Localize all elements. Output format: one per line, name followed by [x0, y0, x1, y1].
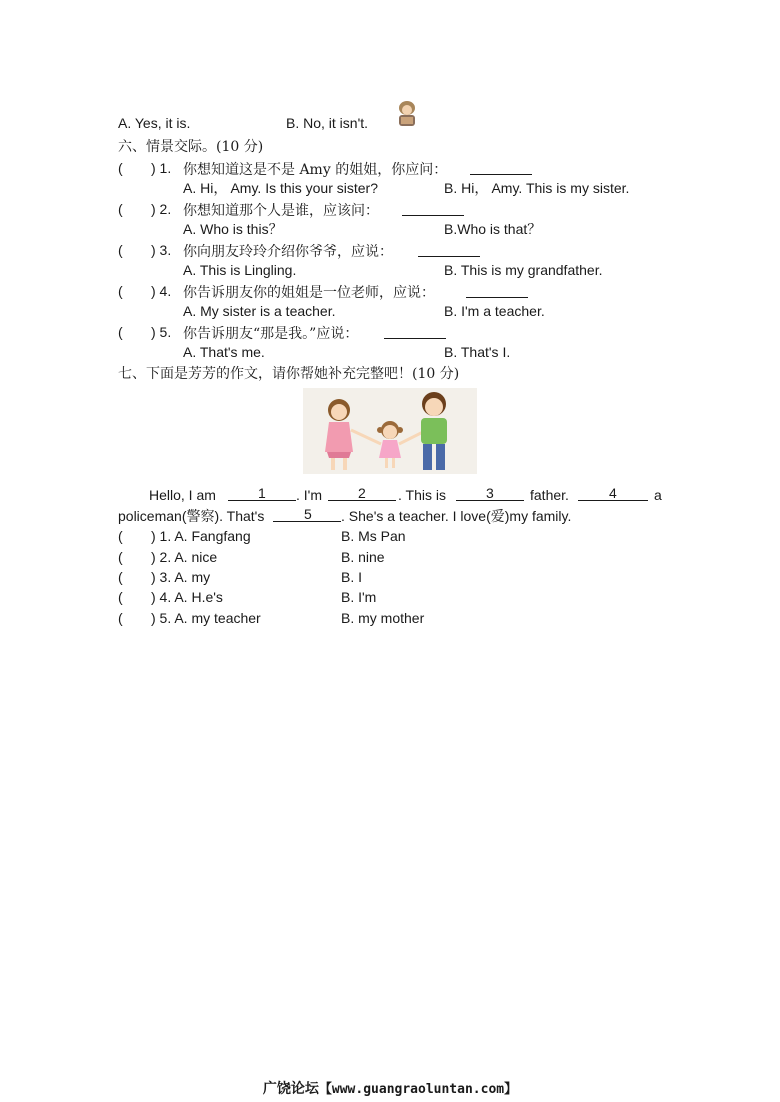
- q3-stem: 你向朋友玲玲介绍你爷爷，应说：: [183, 244, 393, 260]
- q1-number: ) 1.: [151, 160, 172, 176]
- q5-paren: (: [118, 324, 123, 340]
- q2-blank: [402, 201, 464, 216]
- s7-q5-option-b: B. my mother: [341, 610, 425, 626]
- q3-option-a: A. This is Lingling.: [183, 262, 297, 278]
- q2-stem: 你想知道那个人是谁，应该问：: [183, 203, 379, 219]
- passage-this-is: . This is: [398, 487, 446, 503]
- q1-option-a: A. Hi， Amy. Is this your sister?: [183, 180, 379, 196]
- passage-line2-start: policeman(警察). That's: [118, 508, 265, 524]
- s7-q4-paren: (: [118, 589, 123, 605]
- s7-q2-option-b: B. nine: [341, 549, 385, 565]
- footer-site-name: 广饶论坛: [262, 1080, 319, 1096]
- passage-a: a: [654, 487, 662, 503]
- q3-option-b: B. This is my grandfather.: [444, 262, 603, 278]
- passage-father: father.: [530, 487, 569, 503]
- passage-blank-5-number: 5: [304, 506, 312, 522]
- s7-q1-paren: (: [118, 528, 123, 544]
- q3-paren: (: [118, 242, 123, 258]
- s7-q5-option-a: ) 5. A. my teacher: [151, 610, 261, 626]
- q1-option-b: B. Hi， Amy. This is my sister.: [444, 180, 630, 196]
- q1-paren: (: [118, 160, 123, 176]
- s7-q3-option-b: B. I: [341, 569, 363, 585]
- q2-option-a: A. Who is this？: [183, 221, 283, 237]
- q5-number: ) 5.: [151, 324, 172, 340]
- q5-blank: [384, 324, 446, 339]
- q3-number: ) 3.: [151, 242, 172, 258]
- section6-heading: 六、情景交际。(10 分): [118, 139, 264, 155]
- s7-q2-paren: (: [118, 549, 123, 565]
- top-option-b: B. No, it isn't.: [286, 115, 369, 131]
- passage-hello: Hello, I am: [149, 487, 216, 503]
- s7-q4-option-a: ) 4. A. H.e's: [151, 589, 223, 605]
- page-footer: [0, 1078, 780, 1098]
- passage-blank-1-number: 1: [258, 485, 266, 501]
- passage-blank-2-number: 2: [358, 485, 366, 501]
- s7-q4-option-b: B. I'm: [341, 589, 377, 605]
- grandma-illustration: [392, 99, 422, 127]
- passage-im: . I'm: [296, 487, 323, 503]
- q4-blank: [466, 283, 528, 298]
- q5-stem: 你告诉朋友“那是我。”应说：: [183, 326, 359, 342]
- s7-q2-option-a: ) 2. A. nice: [151, 549, 218, 565]
- q4-paren: (: [118, 283, 123, 299]
- q4-option-b: B. I'm a teacher.: [444, 303, 545, 319]
- section7-heading: 七、下面是芳芳的作文，请你帮她补充完整吧！(10 分): [118, 366, 460, 382]
- top-option-a: A. Yes, it is.: [118, 115, 191, 131]
- family-illustration: [303, 388, 477, 474]
- s7-q1-option-a: ) 1. A. Fangfang: [151, 528, 251, 544]
- q1-stem: 你想知道这是不是 Amy 的姐姐，你应问：: [183, 162, 448, 178]
- s7-q3-paren: (: [118, 569, 123, 585]
- s7-q3-option-a: ) 3. A. my: [151, 569, 211, 585]
- q5-option-a: A. That's me.: [183, 344, 265, 360]
- q4-stem: 你告诉朋友你的姐姐是一位老师，应说：: [183, 285, 435, 301]
- q3-blank: [418, 242, 480, 257]
- passage-blank-4-number: 4: [609, 485, 617, 501]
- s7-q1-option-b: B. Ms Pan: [341, 528, 406, 544]
- q5-option-b: B. That's I.: [444, 344, 511, 360]
- q2-option-b: B.Who is that？: [444, 221, 542, 237]
- passage-line2-end: . She's a teacher. I love(爱)my family.: [341, 508, 572, 524]
- s7-q5-paren: (: [118, 610, 123, 626]
- q2-number: ) 2.: [151, 201, 172, 217]
- q4-number: ) 4.: [151, 283, 172, 299]
- q2-paren: (: [118, 201, 123, 217]
- q4-option-a: A. My sister is a teacher.: [183, 303, 336, 319]
- q1-blank: [470, 160, 532, 175]
- footer-url[interactable]: 【www.guangraoluntan.com】: [318, 1082, 518, 1097]
- passage-blank-3-number: 3: [486, 485, 494, 501]
